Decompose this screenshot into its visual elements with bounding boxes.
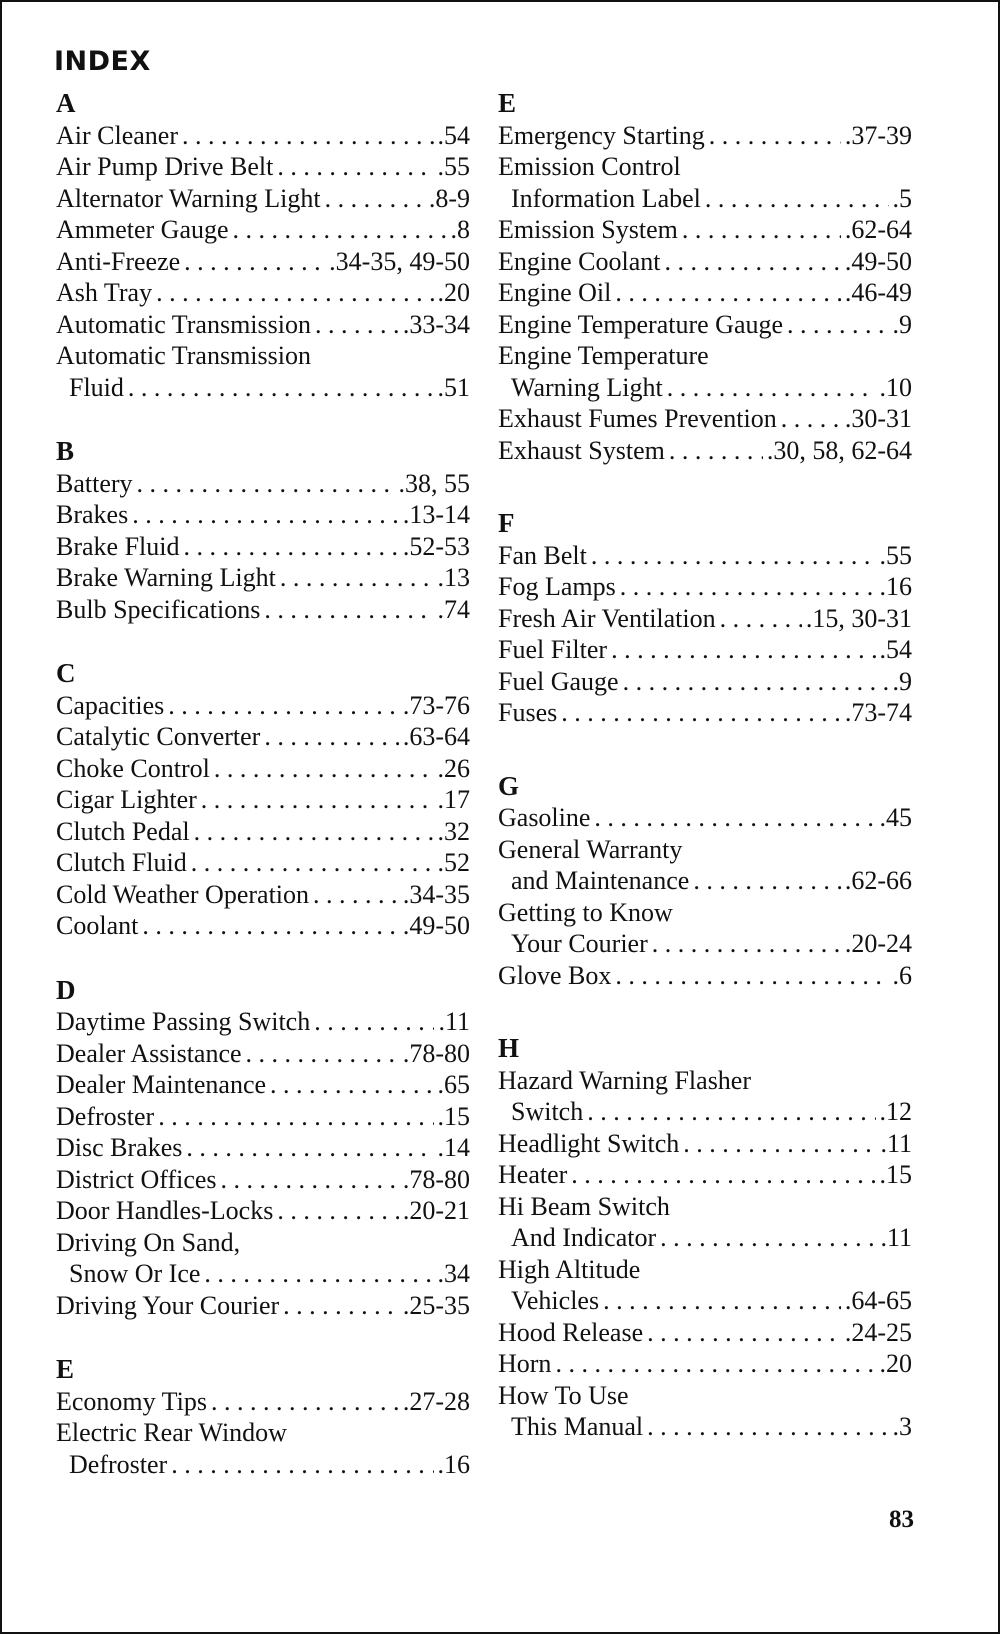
- index-entry: Fresh Air Ventilation . . . .15, 30-31: [498, 603, 912, 635]
- left-column: [56, 88, 470, 1480]
- index-entry-continuation: Defroster . . . .16: [56, 1449, 470, 1481]
- index-entry: Daytime Passing Switch . . . .11: [56, 1006, 470, 1038]
- section-letter-f: F: [498, 508, 515, 538]
- index-entry: Fan Belt . . . .55: [498, 540, 912, 572]
- index-entry: Exhaust System . . . .30, 58, 62-64: [498, 435, 912, 467]
- index-entry-continuation: And Indicator . . . .11: [498, 1222, 912, 1254]
- index-entry: Fuel Filter . . . .54: [498, 634, 912, 666]
- section-letter-g: G: [498, 770, 520, 801]
- index-entry: Driving Your Courier . . . .25-35: [56, 1290, 470, 1322]
- index-entry: Anti-Freeze . . . .34-35, 49-50: [56, 246, 470, 278]
- section-letter-b: B: [56, 436, 75, 466]
- index-entry: Heater . . . .15: [498, 1159, 912, 1191]
- index-entry: Fog Lamps . . . .16: [498, 571, 912, 603]
- index-entry: Automatic Transmission . . . .33-34: [56, 309, 470, 341]
- index-entry: Door Handles-Locks . . . .20-21: [56, 1195, 470, 1227]
- index-entry: Coolant . . . .49-50: [56, 910, 470, 942]
- section-letter-a: A: [56, 88, 76, 118]
- index-entry-continuation: Information Label . . . .5: [498, 183, 912, 215]
- index-entry-continuation: This Manual . . . .3: [498, 1411, 912, 1443]
- index-entry-continuation: Switch . . . .12: [498, 1096, 912, 1128]
- index-entry-continuation: Your Courier . . . .20-24: [498, 928, 912, 960]
- index-entry: Battery . . . .38, 55: [56, 468, 470, 500]
- index-entry: Automatic Transmission: [56, 341, 311, 370]
- index-entry: Dealer Maintenance . . . .65: [56, 1069, 470, 1101]
- section-letter-h: H: [498, 1033, 520, 1063]
- index-entry: Glove Box . . . .6: [498, 960, 912, 992]
- index-entry: Choke Control . . . .26: [56, 753, 470, 785]
- index-entry: Engine Coolant . . . .49-50: [498, 246, 912, 278]
- index-entry-continuation: Fluid . . . .51: [56, 372, 470, 404]
- index-entry: Fuses . . . .73-74: [498, 697, 912, 729]
- index-entry: Gasoline . . . .45: [498, 802, 912, 834]
- index-entry: Cold Weather Operation . . . .34-35: [56, 879, 470, 911]
- section-letter-e: E: [56, 1354, 75, 1384]
- index-entry: Air Pump Drive Belt . . . .55: [56, 151, 470, 183]
- index-entry: Hi Beam Switch: [498, 1191, 670, 1221]
- index-entry: Capacities . . . .73-76: [56, 690, 470, 722]
- index-entry: Emission Control: [498, 152, 681, 181]
- index-entry: Defroster . . . .15: [56, 1101, 470, 1133]
- index-entry: Brake Warning Light . . . .13: [56, 562, 470, 594]
- index-entry-continuation: and Maintenance . . . .62-66: [498, 865, 912, 897]
- index-entry: District Offices . . . .78-80: [56, 1164, 470, 1196]
- index-entry: High Altitude: [498, 1254, 641, 1284]
- index-entry: Engine Temperature Gauge . . . .9: [498, 309, 912, 341]
- index-entry: Alternator Warning Light . . . .8-9: [56, 183, 470, 215]
- index-entry-continuation: Warning Light . . . .10: [498, 372, 912, 404]
- index-entry: Catalytic Converter . . . .63-64: [56, 721, 470, 753]
- index-entry: Cigar Lighter . . . .17: [56, 784, 470, 816]
- index-entry: Clutch Fluid . . . .52: [56, 847, 470, 879]
- index-entry: Hood Release . . . .24-25: [498, 1317, 912, 1349]
- index-entry: Economy Tips . . . .27-28: [56, 1386, 470, 1418]
- index-entry: Headlight Switch . . . .11: [498, 1128, 912, 1160]
- page-heading: INDEX: [54, 46, 151, 77]
- right-column: [498, 88, 912, 1443]
- index-entry: Emission System . . . .62-64: [498, 214, 912, 246]
- index-entry: Horn . . . .20: [498, 1348, 912, 1380]
- index-entry: Hazard Warning Flasher: [498, 1065, 752, 1095]
- index-entry-continuation: Vehicles . . . .64-65: [498, 1285, 912, 1317]
- index-entry: Emergency Starting . . . .37-39: [498, 120, 912, 152]
- page-number: 83: [889, 1506, 914, 1533]
- index-entry: Bulb Specifications . . . .74: [56, 594, 470, 626]
- index-entry: Ash Tray . . . .20: [56, 277, 470, 309]
- index-entry: Engine Oil . . . .46-49: [498, 277, 912, 309]
- index-entry: Disc Brakes . . . .14: [56, 1132, 470, 1164]
- index-entry: Fuel Gauge . . . .9: [498, 666, 912, 698]
- index-entry: Exhaust Fumes Prevention . . . .30-31: [498, 403, 912, 435]
- index-entry: Ammeter Gauge . . . .8: [56, 214, 470, 246]
- index-entry: Electric Rear Window: [56, 1418, 287, 1447]
- index-entry: Dealer Assistance . . . .78-80: [56, 1038, 470, 1070]
- index-entry: Clutch Pedal . . . .32: [56, 816, 470, 848]
- index-entry: Getting to Know: [498, 897, 673, 927]
- index-entry: How To Use: [498, 1380, 629, 1410]
- index-entry: Air Cleaner . . . .54: [56, 120, 470, 152]
- section-letter-d: D: [56, 974, 76, 1005]
- index-entry: Brake Fluid . . . .52-53: [56, 531, 470, 563]
- section-letter-e: E: [498, 88, 517, 118]
- section-letter-c: C: [56, 658, 76, 688]
- index-entry-continuation: Snow Or Ice . . . .34: [56, 1258, 470, 1290]
- index-entry: Engine Temperature: [498, 341, 709, 370]
- index-entry: Brakes . . . .13-14: [56, 499, 470, 531]
- index-entry: Driving On Sand,: [56, 1227, 241, 1257]
- index-entry: General Warranty: [498, 834, 683, 864]
